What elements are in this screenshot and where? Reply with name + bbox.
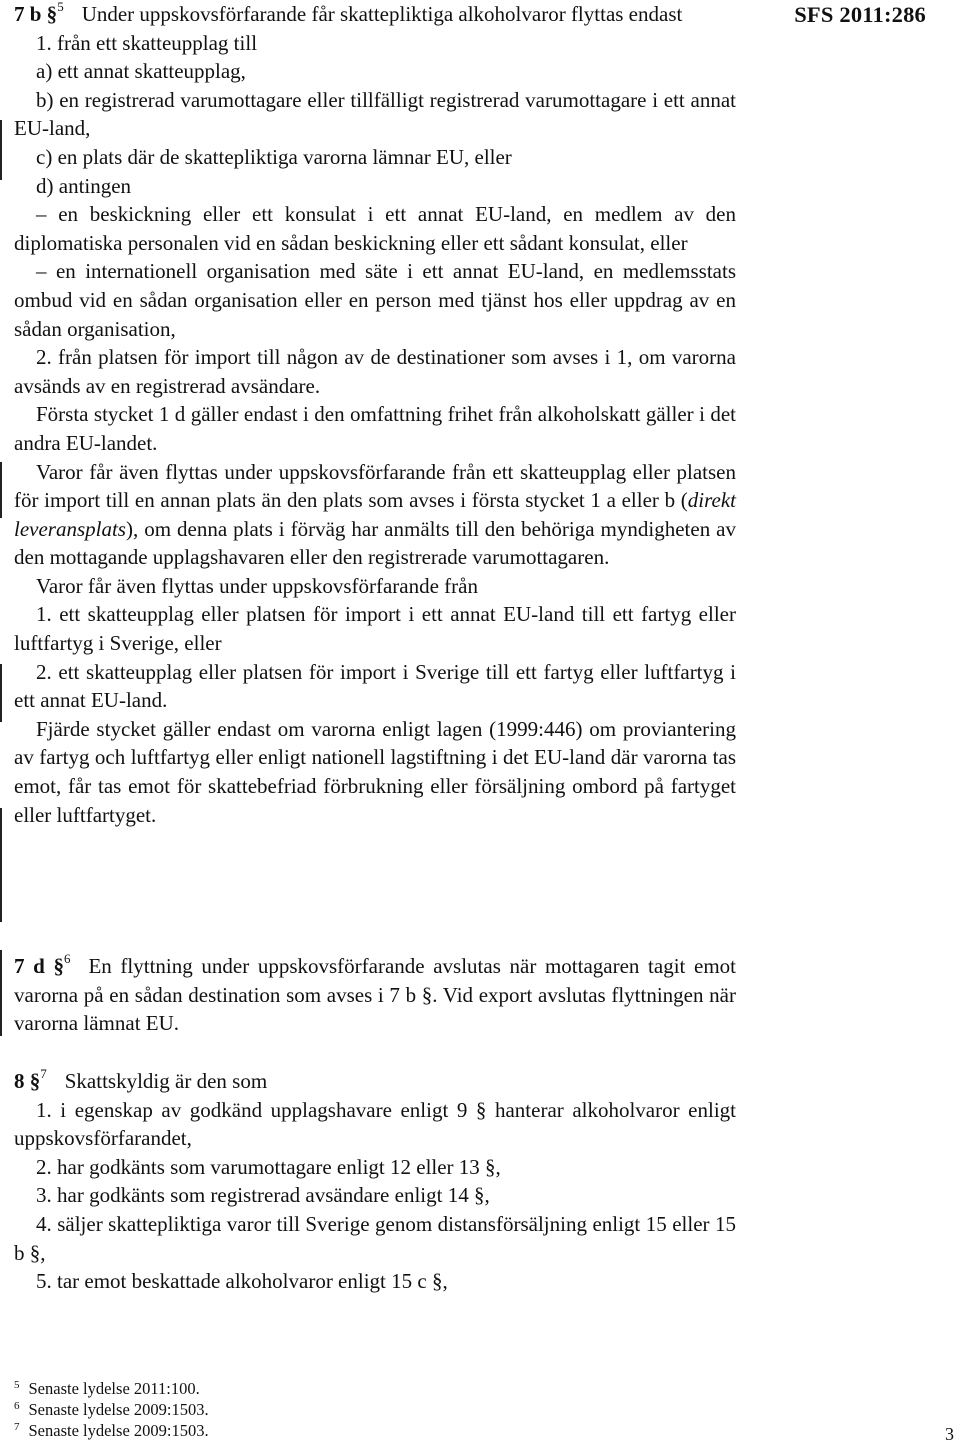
text-run: ), om denna plats i förväg har anmälts till den behöriga myndigheten av den mottagande upplagshavaren eller den registrerade varumottagaren. bbox=[14, 516, 736, 570]
section-number: 8 § bbox=[14, 1069, 41, 1093]
intro-text: Skattskyldig är den som bbox=[64, 1069, 268, 1093]
paragraph: Fjärde stycket gäller endast om varorna enligt lagen (1999:446) om proviantering av fartyg och luftfartyg eller enligt nationell lagstiftning i det EU-land där varorna tas emot, får tas emot för skattebefriad förbrukning eller försäljning ombord på fartyget eller luftfartyget. bbox=[14, 716, 736, 827]
change-bar bbox=[0, 808, 2, 922]
footnote-number: 6 bbox=[14, 1399, 20, 1412]
footnote bbox=[14, 1378, 209, 1399]
paragraph: Varor får även flyttas under uppskovsförfarande från bbox=[36, 573, 478, 598]
list-item: d) antingen bbox=[36, 173, 132, 198]
footnotes bbox=[14, 1378, 209, 1441]
page-number: 3 bbox=[945, 1424, 954, 1444]
list-item: 2. från platsen för import till någon av de destinationer som avses i 1, om varorna avsänds av en registrerad avsändare. bbox=[14, 345, 736, 398]
paragraph bbox=[14, 458, 736, 572]
footnote-ref: 7 bbox=[40, 1066, 47, 1081]
list-item: 1. i egenskap av godkänd upplagshavare enligt 9 § hanterar alkoholvaror enligt uppskovsförfarandet, bbox=[14, 1097, 736, 1151]
footnote-number: 5 bbox=[14, 1378, 20, 1391]
list-item: a) ett annat skatteupplag, bbox=[36, 59, 246, 84]
footnote-number: 7 bbox=[14, 1420, 20, 1433]
list-item: 2. har godkänts som varumottagare enligt 12 eller 13 §, bbox=[36, 1154, 501, 1179]
change-bar bbox=[0, 462, 2, 518]
text-run: Varor får även flyttas under uppskovsförfarande från ett skatteupplag eller platsen för import till en annan plats än den plats som avses i första stycket 1 a eller b ( bbox=[14, 459, 736, 513]
list-item: b) en registrerad varumottagare eller tillfälligt registrerad varumottagare i ett annat EU-land, bbox=[14, 87, 736, 141]
sfs-number: SFS 2011:286 bbox=[794, 2, 926, 27]
section-number: 7 d § bbox=[14, 954, 64, 978]
footnote-ref: 5 bbox=[57, 0, 64, 14]
change-bar bbox=[0, 120, 2, 180]
list-item: c) en plats där de skattepliktiga varorna lämnar EU, eller bbox=[36, 144, 512, 169]
list-item: 5. tar emot beskattade alkoholvaror enligt 15 c §, bbox=[36, 1269, 448, 1294]
paragraph: Första stycket 1 d gäller endast i den omfattning frihet från alkoholskatt gäller i det andra EU-landet. bbox=[14, 402, 736, 455]
intro-text: Under uppskovsförfarande får skattepliktiga alkoholvaror flyttas endast bbox=[81, 2, 683, 26]
section-8 bbox=[14, 1067, 736, 1296]
list-item: 2. ett skatteupplag eller platsen för import i Sverige till ett fartyg eller luftfartyg i ett annat EU-land. bbox=[14, 659, 736, 713]
defined-term: direkt leveransplats bbox=[14, 488, 736, 541]
change-bar bbox=[0, 950, 2, 1036]
list-item: 3. har godkänts som registrerad avsändare enligt 14 §, bbox=[36, 1183, 490, 1208]
list-item: 4. säljer skattepliktiga varor till Sverige genom distansförsäljning enligt 15 eller 15 b §, bbox=[14, 1211, 736, 1265]
section-number: 7 b § bbox=[14, 2, 58, 26]
footnote bbox=[14, 1420, 209, 1441]
list-item: 1. från ett skatteupplag till bbox=[36, 30, 258, 55]
footnote-text: Senaste lydelse 2011:100. bbox=[28, 1379, 200, 1398]
list-item: 1. ett skatteupplag eller platsen för import i ett annat EU-land till ett fartyg eller luftfartyg i Sverige, eller bbox=[14, 602, 736, 656]
footnote-text: Senaste lydelse 2009:1503. bbox=[28, 1421, 209, 1440]
change-bar bbox=[0, 664, 2, 722]
dash-item: – en beskickning eller ett konsulat i ett annat EU-land, en medlem av den diplomatiska personalen vid en sådan beskickning eller ett sådant konsulat, eller bbox=[14, 202, 736, 255]
section-7d-text bbox=[14, 952, 736, 1038]
section-7b bbox=[14, 0, 736, 829]
section-7d bbox=[14, 952, 736, 1038]
dash-item: – en internationell organisation med säte i ett annat EU-land, en medlemsstats ombud vid en sådan organisation eller en person med tjänst hos eller uppdrag av en sådan organisation, bbox=[14, 259, 736, 341]
footnote-text: Senaste lydelse 2009:1503. bbox=[28, 1400, 209, 1419]
section-7b-intro bbox=[14, 0, 736, 29]
footnote bbox=[14, 1399, 209, 1420]
footnote-ref: 6 bbox=[63, 951, 71, 966]
section-8-intro bbox=[14, 1067, 736, 1096]
body-text: En flyttning under uppskovsförfarande avslutas när mottagaren tagit emot varorna på en sådan destination som avses i 7 b §. Vid export avslutas flyttningen när varorna lämnat EU. bbox=[14, 954, 736, 1036]
